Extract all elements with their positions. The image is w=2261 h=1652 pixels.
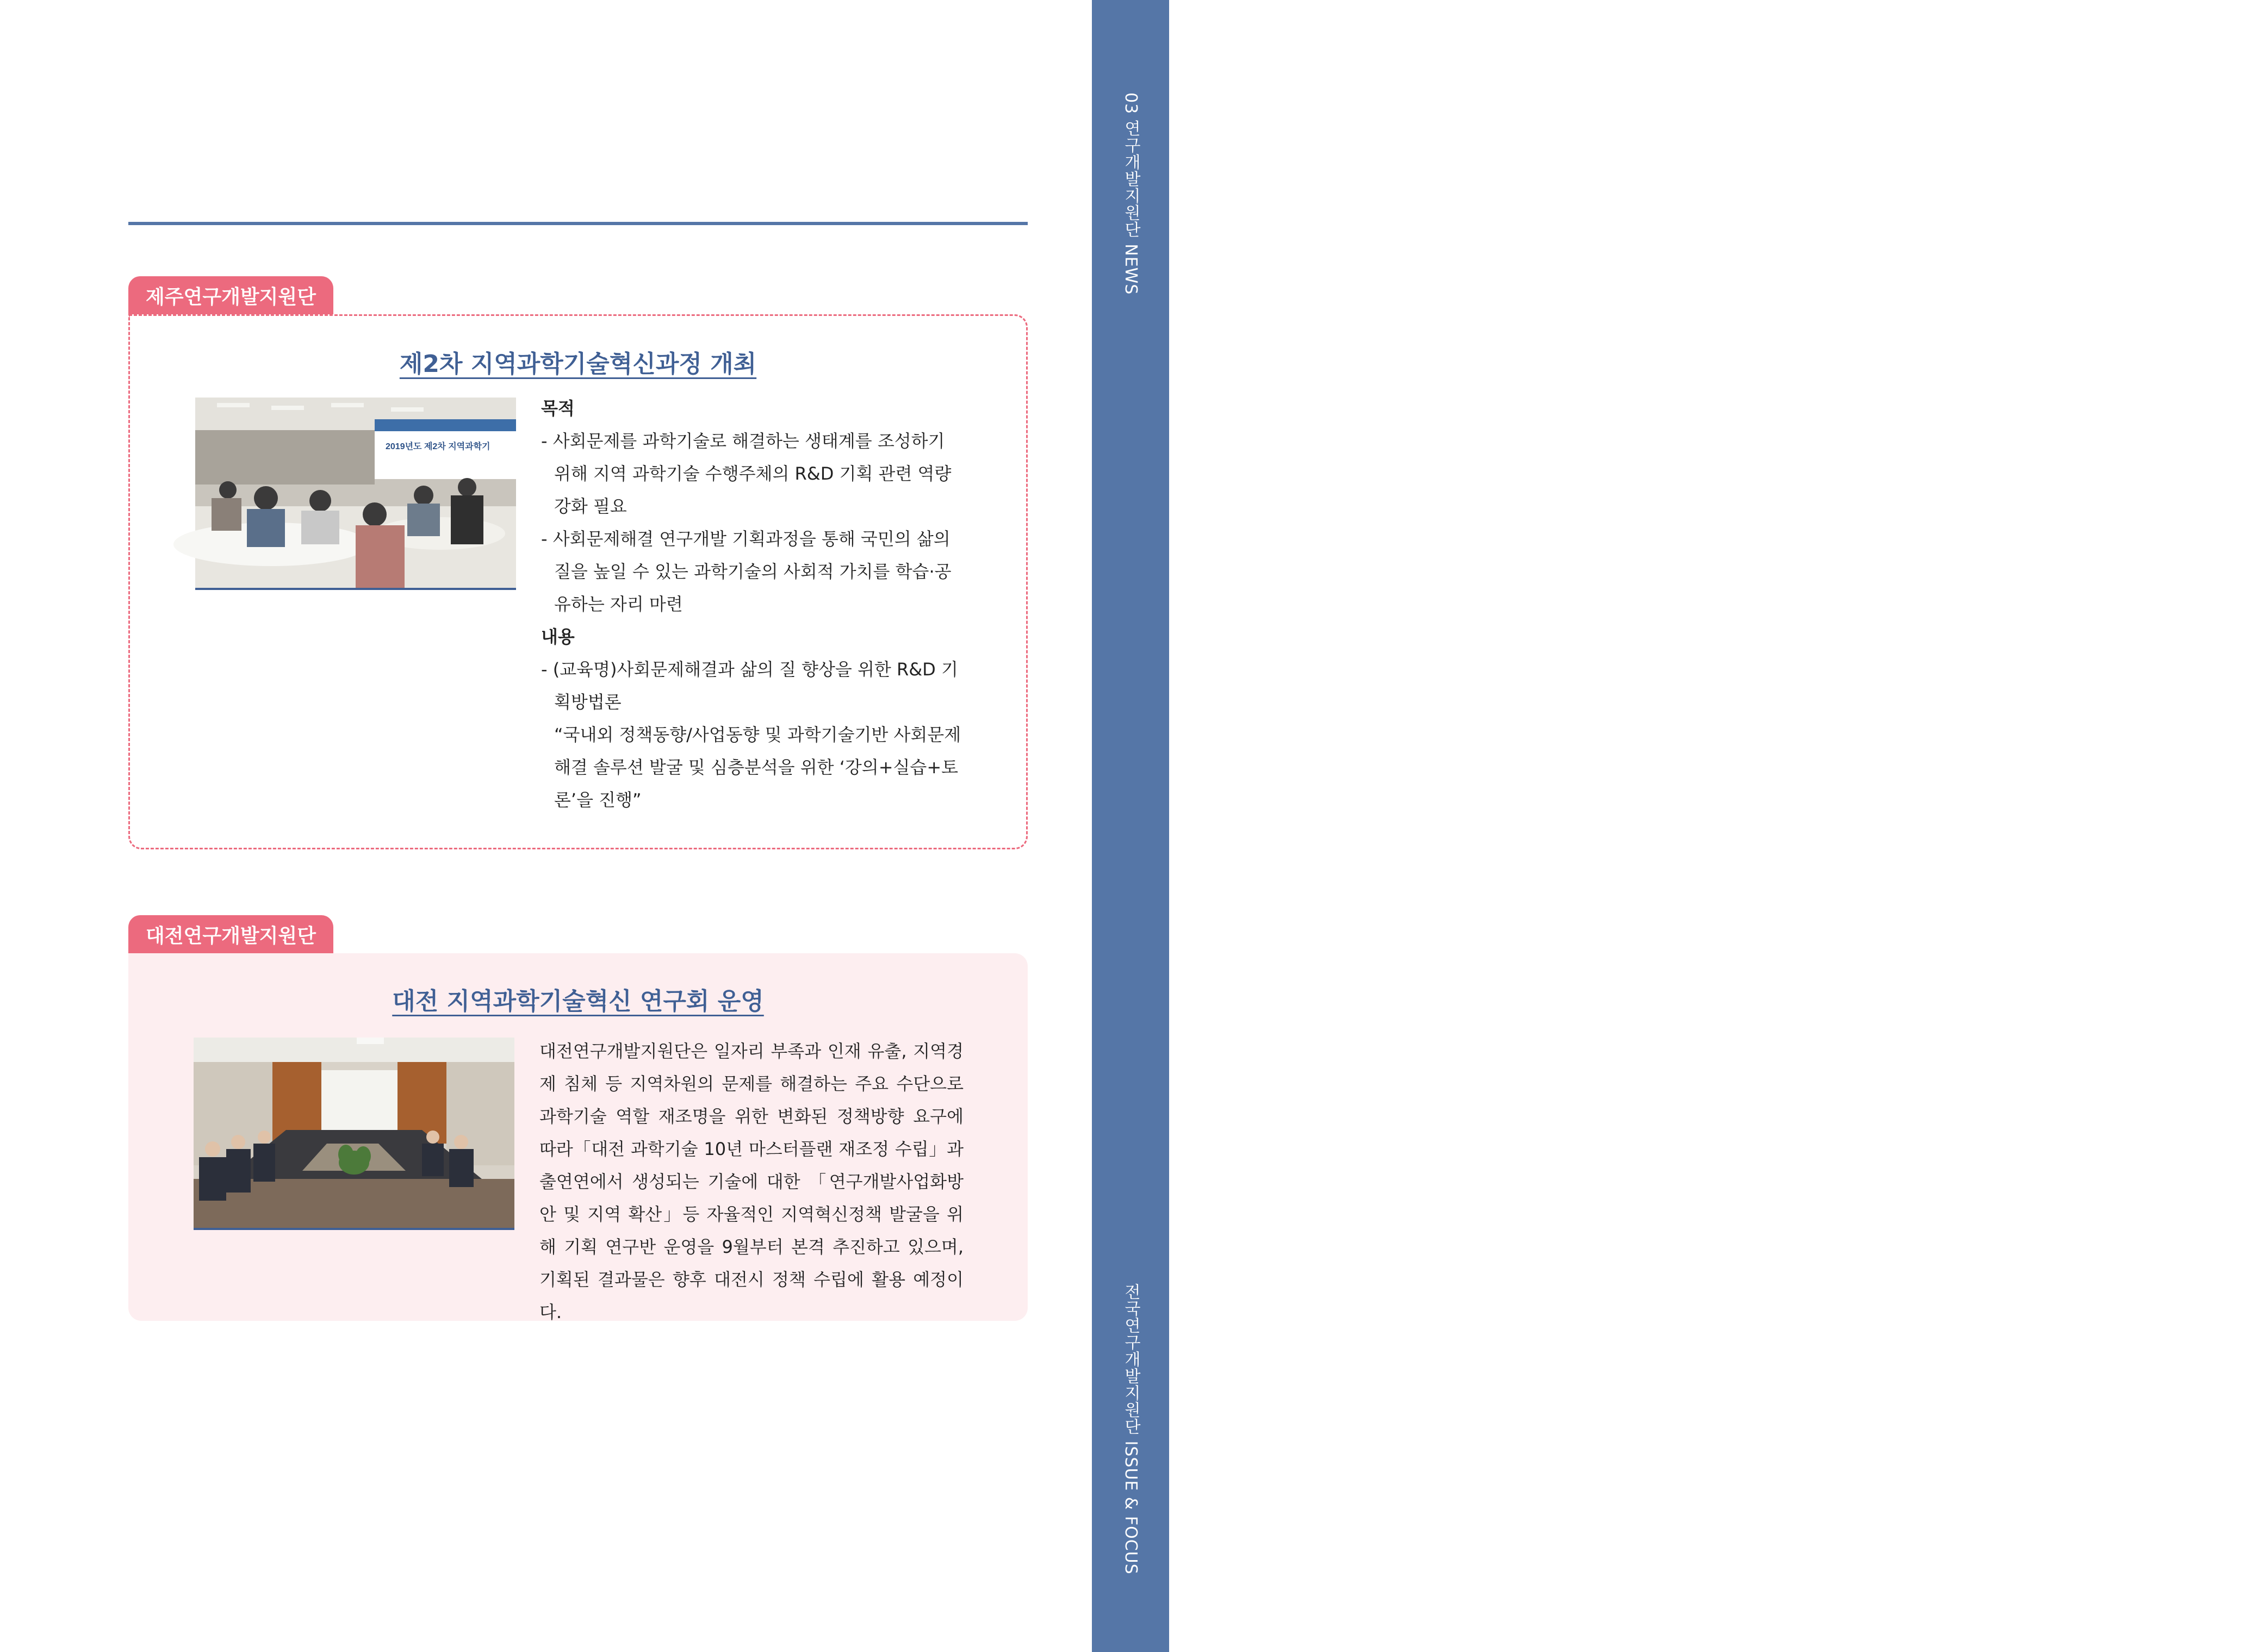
jeju-article-title: 제2차 지역과학기술혁신과정 개최: [399, 350, 757, 378]
content-item: - (교육명)사회문제해결과 삶의 질 향상을 위한 R&D 기획방법론: [541, 659, 958, 712]
purpose-heading: 목적: [541, 398, 575, 419]
jeju-photo: [195, 398, 516, 590]
content-quote: “국내외 정책동향/사업동향 및 과학기술기반 사회문제 해결 솔루션 발굴 및 심층분석을 위한 ‘강의+실습+토론’을 진행”: [554, 724, 961, 810]
page-number: 37: [2209, 815, 2235, 836]
sidebar: [1092, 0, 2235, 1652]
content-heading: 내용: [541, 626, 575, 647]
purpose-item: - 사회문제해결 연구개발 기획과정을 통해 국민의 삶의 질을 높일 수 있는 과학기술의 사회적 가치를 학습·공유하는 자리 마련: [541, 529, 952, 614]
daejeon-section-tag: 대전연구개발지원단: [128, 915, 333, 953]
section-label: 03 연구개발지원단 NEWS: [1121, 92, 1140, 295]
jeju-article: [128, 314, 1028, 849]
purpose-item: - 사회문제를 과학기술로 해결하는 생태계를 조성하기 위해 지역 과학기술 수행주체의 R&D 기획 관련 역량강화 필요: [541, 431, 952, 517]
photo-banner-text: 2019년도 제2차 지역과학기: [386, 442, 490, 451]
daejeon-photo: [194, 1038, 514, 1230]
top-divider: [128, 222, 1028, 225]
jeju-article-body: [541, 392, 965, 816]
daejeon-article-title: 대전 지역과학기술혁신 연구회 운영: [392, 988, 764, 1015]
daejeon-article-body: 대전연구개발지원단은 일자리 부족과 인재 유출, 지역경제 침체 등 지역차원의 문제를 해결하는 주요 수단으로 과학기술 역할 재조명을 위한 변화된 정책방향 요구에 따라「대전 과학기술 10년 마스터플랜 재조정 수립」과 출연연에서 생성되는 기술에 대한 「연구개발사업화방안 및 지역 확산」등 자율적인 지역혁신정책 발굴을 위해 기획 연구반 운영을 9월부터 본격 추진하고 있으며, 기획된 결과물은 향후 대전시 정책 수립에 활용 예정이다.: [539, 1041, 964, 1322]
daejeon-article: [128, 953, 1028, 1321]
jeju-section-tag: 제주연구개발지원단: [128, 276, 333, 314]
publication-label: 전국연구개발지원단 ISSUE & FOCUS: [1121, 1283, 1140, 1575]
page-number-divider: [2213, 804, 2214, 815]
